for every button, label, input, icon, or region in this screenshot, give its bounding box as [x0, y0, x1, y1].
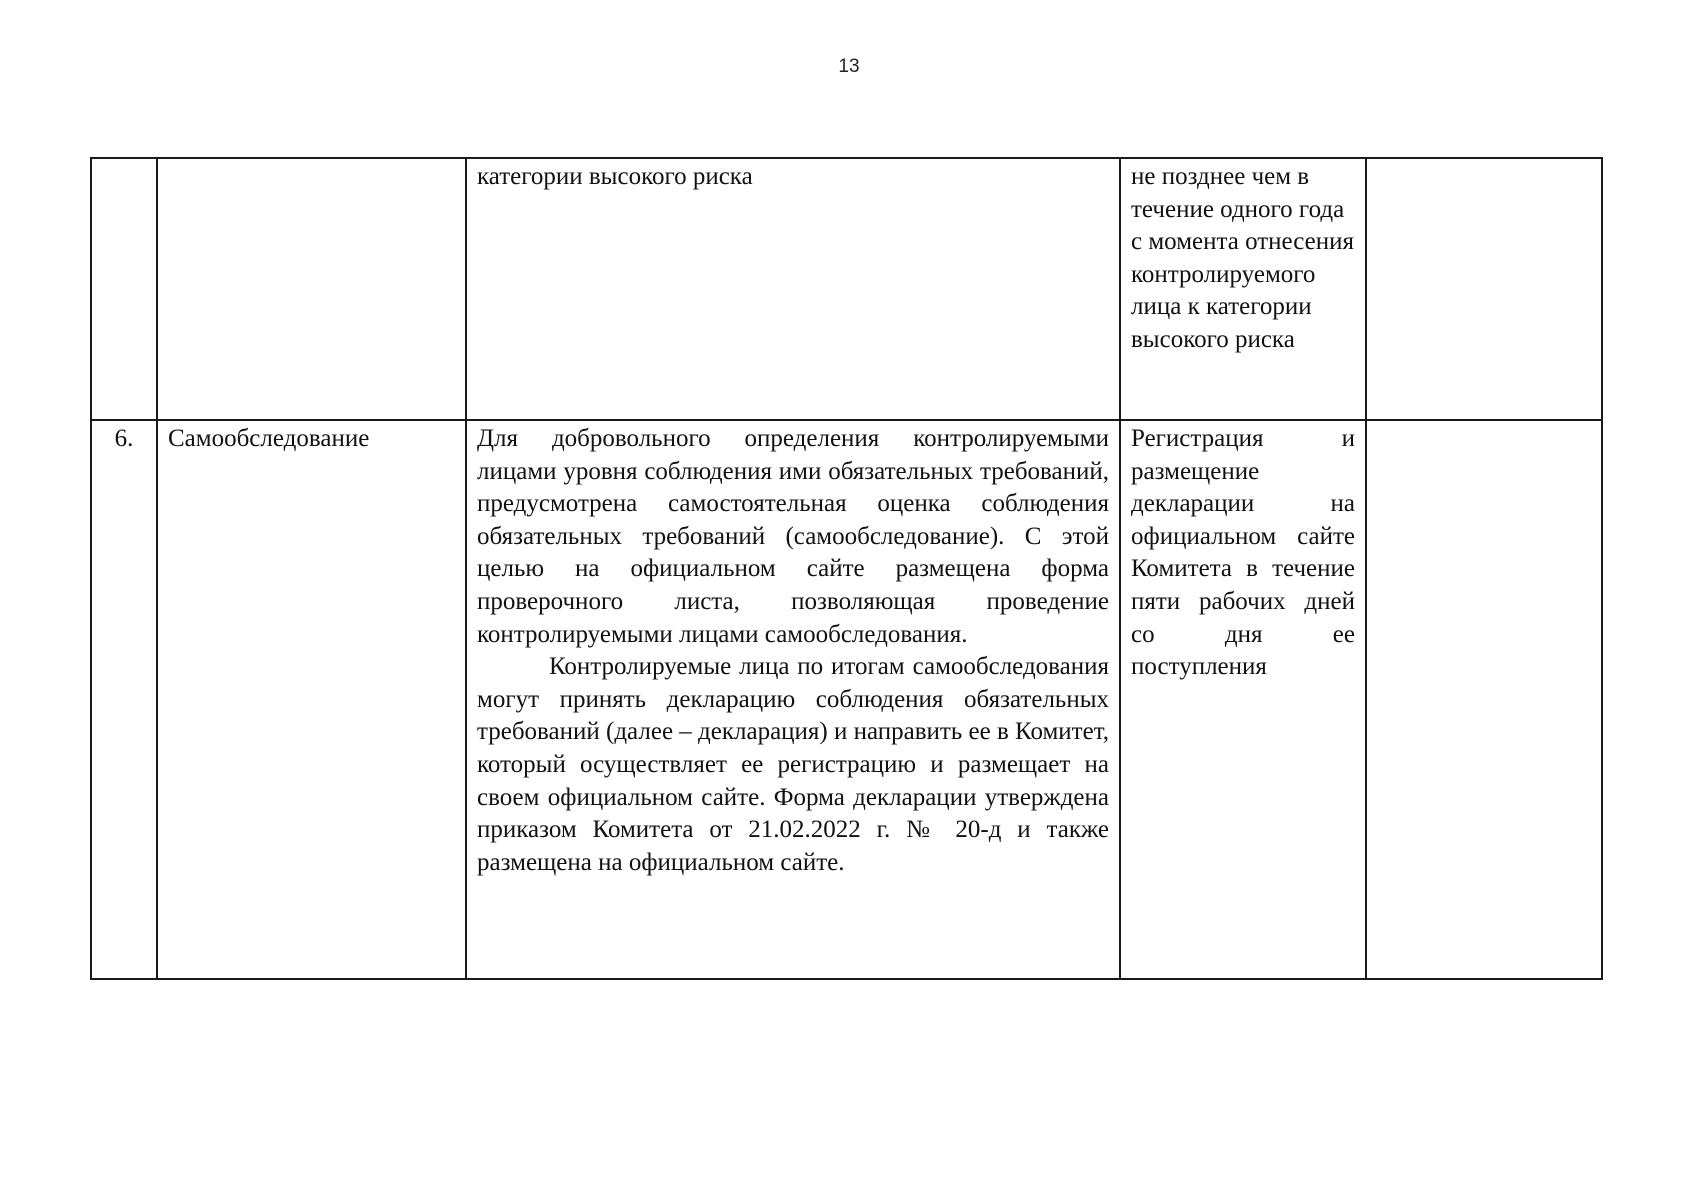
deadline-cell: [1120, 420, 1366, 979]
description-paragraph: категории высокого риска: [477, 163, 753, 190]
measure-description-cell: [466, 420, 1120, 979]
measure-name-cell: [157, 158, 466, 420]
description-paragraph: Контролируемые лица по итогам самообследования могут принять декларацию соблюдения обязательных требований (далее – декларация) и направить ее в Комитет, который осуществляет ее регистрацию и размещает на своем официальном сайте. Форма декларации утверждена приказом Комитета от 21.02.2022 г. № 20-д и также размещена на официальном сайте.: [477, 653, 1109, 876]
deadline-cell: [1120, 158, 1366, 420]
description-paragraph: Для добровольного определения контролируемыми лицами уровня соблюдения ими обязательных требований, предусмотрена самостоятельная оценка соблюдения обязательных требований (самообследование). С этой целью на официальном сайте размещена форма проверочного листа, позволяющая проведение контролируемыми лицами самообследования.: [477, 425, 1109, 648]
note-cell: [1366, 420, 1602, 979]
table-row: [91, 420, 1602, 979]
note-cell: [1366, 158, 1602, 420]
table-row: [91, 158, 1602, 420]
deadline-text: Регистрация и размещение декларации на официальном сайте Комитета в течение пяти рабочих дней со дня ее поступления: [1131, 425, 1355, 681]
measures-table: [90, 157, 1603, 980]
deadline-text: не позднее чем в течение одного года с момента отнесения контролируемого лица к категории высокого риска: [1131, 163, 1355, 353]
measure-name-cell: Самообследование: [157, 420, 466, 979]
row-number-cell: [91, 158, 157, 420]
page-number: 13: [838, 56, 860, 77]
measure-description-cell: [466, 158, 1120, 420]
row-number-cell: 6.: [91, 420, 157, 979]
